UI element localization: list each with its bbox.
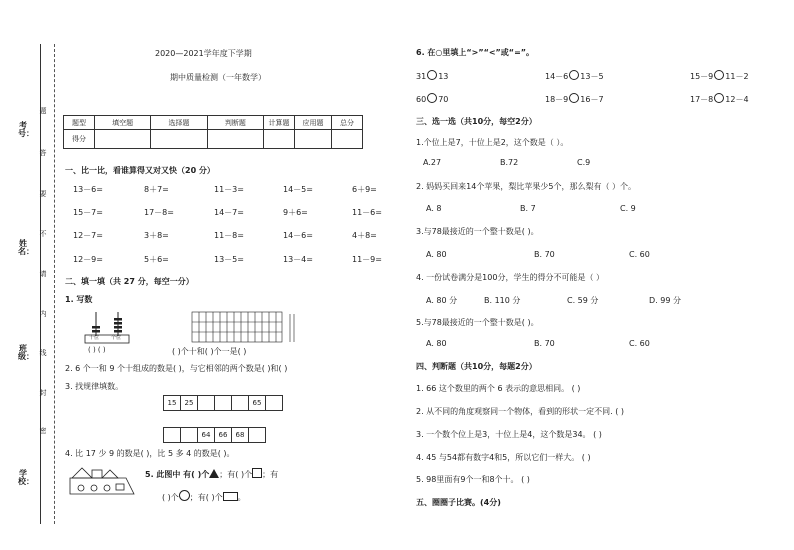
q5-line2 <box>162 490 246 503</box>
rectangle-icon <box>223 492 238 501</box>
calc-item[interactable]: 6＋9= <box>352 185 377 194</box>
calc-item[interactable]: 8＋7= <box>144 185 169 194</box>
judge-item[interactable]: 5. 98里面有9个一和8个十。 ( ) <box>416 475 530 484</box>
choice-question: 4. 一份试卷满分是100分，学生的得分不可能是（ ） <box>416 273 604 282</box>
q6-title: 6. 在○里填上“>”“<”或“=”。 <box>416 48 535 57</box>
seal-char: 不 <box>39 230 47 238</box>
compare-item[interactable]: 60 70 <box>416 95 449 104</box>
table-header: 选择题 <box>151 116 207 130</box>
counting-sticks-picture <box>190 310 302 344</box>
sequence-cell[interactable] <box>265 395 283 411</box>
sequence-cell[interactable] <box>231 395 249 411</box>
school-label: 学校： <box>18 469 34 486</box>
score-cell[interactable] <box>95 130 151 149</box>
q5-text: 5. 此图中 有( )个 <box>145 470 210 479</box>
seal-char: 答 <box>39 149 47 157</box>
sequence-cell[interactable] <box>180 427 198 443</box>
sequence-cell: 65 <box>248 395 266 411</box>
choice-question: 1.个位上是7，十位上是2，这个数是（ ）。 <box>416 138 569 147</box>
binding-solid-line <box>40 44 41 524</box>
calc-item[interactable]: 17－8= <box>144 208 174 217</box>
abacus-label-tens: 十位 <box>89 335 100 341</box>
sequence-cell[interactable] <box>214 395 232 411</box>
section3-title: 三、选一选（共10分，每空2分） <box>416 117 537 126</box>
compare-circle-icon[interactable] <box>427 70 437 80</box>
name-label: 姓名： <box>18 239 34 256</box>
exam-number-label: 考号： <box>18 121 34 138</box>
sequence-cell[interactable] <box>197 395 215 411</box>
q4-text[interactable]: 4. 比 17 少 9 的数是( )，比 5 多 4 的数是( )。 <box>65 449 235 458</box>
calc-item[interactable]: 3＋8= <box>144 231 169 240</box>
triangle-icon <box>209 469 219 478</box>
choice-option[interactable]: C.9 <box>577 158 591 167</box>
table-header: 填空题 <box>95 116 151 130</box>
seal-char: 封 <box>39 389 47 397</box>
table-row <box>64 130 363 149</box>
seal-char: 要 <box>39 190 47 198</box>
section4-title: 四、判断题（共10分，每题2分） <box>416 362 537 371</box>
choice-option[interactable]: B. 110 分 <box>484 296 521 305</box>
calc-item[interactable]: 14－5= <box>283 185 313 194</box>
exam-title: 期中质量检测（一年数学） <box>170 73 266 82</box>
abacus-label-ones: 个位 <box>111 335 122 341</box>
sequence-cell: 64 <box>197 427 215 443</box>
compare-item[interactable]: 31 13 <box>416 72 449 81</box>
choice-option[interactable]: A. 80 <box>426 250 447 259</box>
binding-dashed-line <box>54 44 55 524</box>
q5-text: ( )个 <box>162 493 179 502</box>
q1-label: 1. 写数 <box>65 295 93 304</box>
choice-option[interactable]: B. 70 <box>534 250 555 259</box>
compare-circle-icon[interactable] <box>427 93 437 103</box>
q5-text: ；有 <box>262 470 279 479</box>
table-row-label: 得分 <box>64 130 95 149</box>
sequence-cell: 66 <box>214 427 232 443</box>
choice-option[interactable]: C. 60 <box>629 339 650 348</box>
seal-char: 内 <box>39 310 47 318</box>
choice-option[interactable]: A. 80 分 <box>426 296 458 305</box>
table-header: 判断题 <box>207 116 263 130</box>
judge-item[interactable]: 3. 一个数个位上是3，十位上是4，这个数是34。 ( ) <box>416 430 602 439</box>
sequence-cell[interactable] <box>163 427 181 443</box>
compare-item[interactable]: 18－9 16－7 <box>545 95 604 104</box>
q1-blanks[interactable]: ( ) ( ) <box>88 346 106 354</box>
seal-char: 请 <box>39 270 47 278</box>
score-cell[interactable] <box>295 130 332 149</box>
section1-title: 一、比一比，看谁算得又对又快（20 分） <box>65 166 215 175</box>
choice-question: 2. 妈妈买回来14个苹果，梨比苹果少5个，那么梨有（ ）个。 <box>416 182 636 191</box>
shapes-picture <box>68 458 136 500</box>
calc-item[interactable]: 14－6= <box>283 231 313 240</box>
choice-question: 5.与78最接近的一个整十数是( )。 <box>416 318 539 327</box>
choice-option[interactable]: C. 9 <box>620 204 636 213</box>
q1-text[interactable]: ( )个十和( )个一是( ) <box>172 347 247 356</box>
calc-item[interactable]: 12－7= <box>73 231 103 240</box>
compare-circle-icon[interactable] <box>569 70 579 80</box>
calc-item[interactable]: 5＋6= <box>144 255 169 264</box>
calc-item[interactable]: 12－9= <box>73 255 103 264</box>
compare-circle-icon[interactable] <box>714 70 724 80</box>
q5-line1 <box>145 468 278 480</box>
sequence-cell: 68 <box>231 427 249 443</box>
judge-item[interactable]: 4. 45 与54都有数字4和5，所以它们一样大。 ( ) <box>416 453 591 462</box>
compare-item[interactable]: 15－9 11－2 <box>690 72 749 81</box>
choice-option[interactable]: A.27 <box>423 158 442 167</box>
q2-text[interactable]: 2. 6 个一和 9 个十组成的数是( )，与它相邻的两个数是( )和( ) <box>65 364 288 373</box>
calc-item[interactable]: 13－5= <box>214 255 244 264</box>
table-header: 总分 <box>332 116 363 130</box>
sequence-row-2 <box>163 427 265 443</box>
seal-char: 密 <box>39 427 47 435</box>
q5-text: ；有( )个 <box>189 493 223 502</box>
calc-item[interactable]: 15－7= <box>73 208 103 217</box>
table-row <box>64 116 363 130</box>
sequence-row-1 <box>163 395 282 411</box>
choice-option[interactable]: A. 8 <box>426 204 442 213</box>
section5-title: 五、圈圈子比赛。(4分) <box>416 498 501 507</box>
calc-item[interactable]: 4＋8= <box>352 231 377 240</box>
calc-item[interactable]: 11－8= <box>214 231 244 240</box>
score-cell[interactable] <box>264 130 295 149</box>
compare-item[interactable]: 14－6 13－5 <box>545 72 604 81</box>
compare-circle-icon[interactable] <box>714 93 724 103</box>
choice-option[interactable]: B. 70 <box>534 339 555 348</box>
calc-item[interactable]: 11－6= <box>352 208 382 217</box>
q5-text: ；有( )个 <box>219 470 253 479</box>
compare-circle-icon[interactable] <box>569 93 579 103</box>
score-cell[interactable] <box>332 130 363 149</box>
section2-title: 二、填一填（共 27 分，每空一分） <box>65 277 194 286</box>
choice-option[interactable]: A. 80 <box>426 339 447 348</box>
table-header: 题型 <box>64 116 95 130</box>
table-header: 计算题 <box>264 116 295 130</box>
calc-item[interactable]: 13－6= <box>73 185 103 194</box>
score-cell[interactable] <box>151 130 207 149</box>
choice-option[interactable]: C. 59 分 <box>567 296 599 305</box>
sequence-cell: 15 <box>163 395 181 411</box>
q3-text: 3. 找规律填数。 <box>65 382 124 391</box>
q5-text: 。 <box>237 493 246 502</box>
choice-option[interactable]: B.72 <box>500 158 519 167</box>
choice-option[interactable]: B. 7 <box>520 204 536 213</box>
sequence-cell: 25 <box>180 395 198 411</box>
sequence-cell[interactable] <box>248 427 266 443</box>
calc-item[interactable]: 13－4= <box>283 255 313 264</box>
choice-question: 3.与78最接近的一个整十数是( )。 <box>416 227 539 236</box>
calc-item[interactable]: 9＋6= <box>283 208 308 217</box>
square-icon <box>252 468 262 478</box>
seal-char: 线 <box>39 349 47 357</box>
choice-option[interactable]: C. 60 <box>629 250 650 259</box>
calc-item[interactable]: 11－9= <box>352 255 382 264</box>
calc-item[interactable]: 14－7= <box>214 208 244 217</box>
class-label: 班级： <box>18 344 34 361</box>
table-header: 应用题 <box>295 116 332 130</box>
judge-item[interactable]: 2. 从不同的角度观察同一个物体，看到的形状一定不同. ( ) <box>416 407 625 416</box>
score-cell[interactable] <box>207 130 263 149</box>
judge-item[interactable]: 1. 66 这个数里的两个 6 表示的意思相同。 ( ) <box>416 384 581 393</box>
seal-char: 题 <box>39 107 47 115</box>
circle-icon <box>179 490 190 501</box>
calc-item[interactable]: 11－3= <box>214 185 244 194</box>
year-title: 2020—2021学年度下学期 <box>155 49 252 58</box>
choice-option[interactable]: D. 99 分 <box>649 296 681 305</box>
compare-item[interactable]: 17－8 12－4 <box>690 95 749 104</box>
score-table <box>63 115 363 149</box>
